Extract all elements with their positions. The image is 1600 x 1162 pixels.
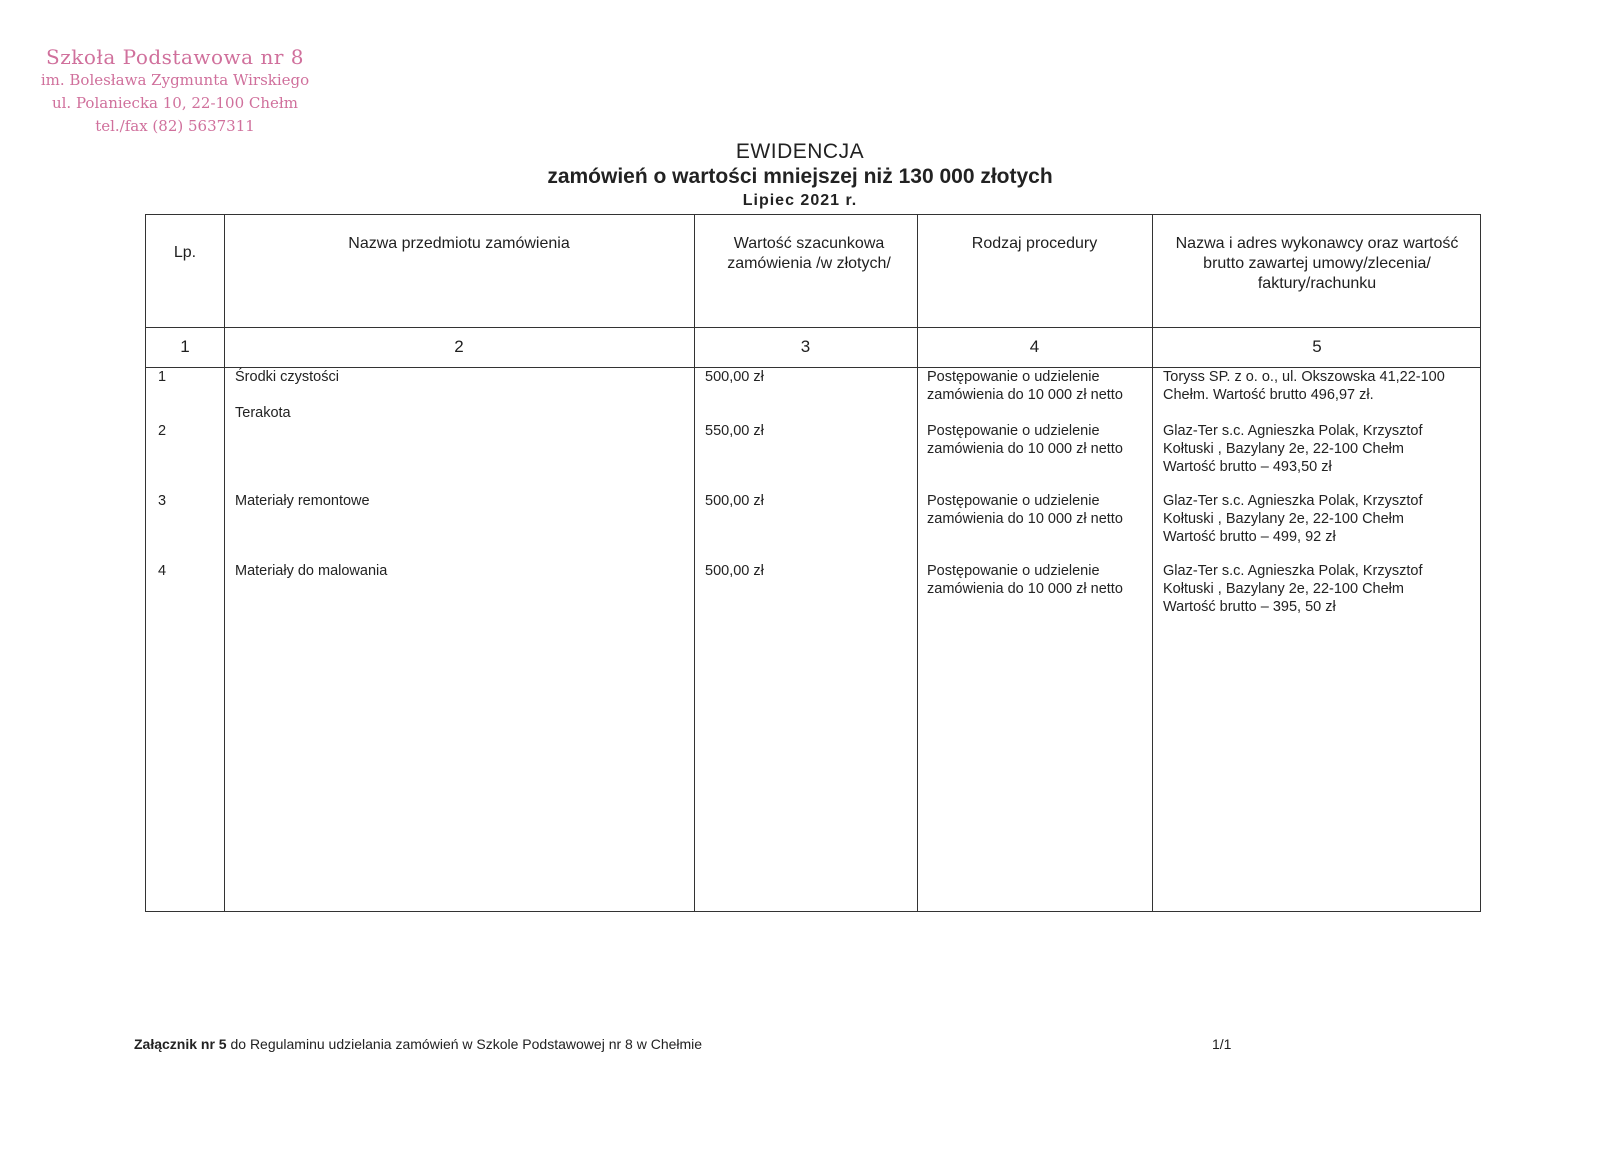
- orders-table: [145, 214, 1481, 912]
- row-item: Materiały do malowania: [235, 563, 388, 579]
- row-item: Materiały remontowe: [235, 493, 370, 509]
- document-subtitle: zamówień o wartości mniejszej niż 130 000 złotych: [547, 165, 1053, 188]
- row-procedure: Postępowanie o udzielenie zamówienia do 10 000 zł netto: [927, 493, 1123, 527]
- footer-attachment: Załącznik nr 5: [134, 1036, 227, 1052]
- row-contractor: Glaz-Ter s.c. Agnieszka Polak, Krzysztof Kołtuski , Bazylany 2e, 22-100 Chełm Wartość brutto – 499, 92 zł: [1163, 493, 1423, 545]
- col-number: 5: [1312, 337, 1322, 356]
- row-contractor: Glaz-Ter s.c. Agnieszka Polak, Krzysztof Kołtuski , Bazylany 2e, 22-100 Chełm Wartość brutto – 493,50 zł: [1163, 423, 1423, 475]
- row-item: Terakota: [235, 405, 291, 421]
- school-phone: tel./fax (82) 5637311: [95, 117, 255, 135]
- row-lp: 3: [158, 493, 167, 509]
- footer-text: do Regulaminu udzielania zamówień w Szkole Podstawowej nr 8 w Chełmie: [226, 1036, 703, 1052]
- row-contractor: Glaz-Ter s.c. Agnieszka Polak, Krzysztof Kołtuski , Bazylany 2e, 22-100 Chełm Wartość brutto – 395, 50 zł: [1163, 563, 1423, 615]
- row-contractor: Toryss SP. z o. o., ul. Okszowska 41,22-100 Chełm. Wartość brutto 496,97 zł.: [1163, 369, 1445, 403]
- page-number: 1/1: [1212, 1036, 1232, 1052]
- school-stamp: [40, 46, 310, 138]
- footer-note: [134, 1036, 702, 1052]
- document-period: Lipiec 2021 r.: [742, 192, 858, 209]
- col-number: 4: [1029, 337, 1040, 356]
- row-value: 500,00 zł: [705, 369, 764, 385]
- row-value: 500,00 zł: [705, 493, 764, 509]
- row-lp: 4: [158, 563, 167, 579]
- header-item: Nazwa przedmiotu zamówienia: [348, 235, 570, 252]
- row-procedure: Postępowanie o udzielenie zamówienia do 10 000 zł netto: [927, 423, 1123, 457]
- col-number: 1: [180, 337, 190, 356]
- row-procedure: Postępowanie o udzielenie zamówienia do 10 000 zł netto: [927, 369, 1123, 403]
- document-title: EWIDENCJA: [735, 140, 865, 163]
- header-lp: Lp.: [173, 244, 197, 261]
- col-number: 3: [800, 337, 811, 356]
- school-name: Szkoła Podstawowa nr 8: [46, 45, 304, 69]
- row-procedure: Postępowanie o udzielenie zamówienia do 10 000 zł netto: [927, 563, 1123, 597]
- row-value: 500,00 zł: [705, 563, 764, 579]
- header-value: Wartość szacunkowa zamówienia /w złotych/: [727, 235, 891, 272]
- row-lp: 1: [158, 369, 167, 385]
- row-lp: 2: [158, 423, 167, 439]
- row-item: Środki czystości: [235, 369, 339, 385]
- header-contractor: Nazwa i adres wykonawcy oraz wartość brutto zawartej umowy/zlecenia/ faktury/rachunku: [1175, 235, 1459, 292]
- row-value: 550,00 zł: [705, 423, 764, 439]
- header-procedure: Rodzaj procedury: [971, 235, 1098, 252]
- school-patron: im. Bolesława Zygmunta Wirskiego: [40, 71, 310, 89]
- school-address: ul. Polaniecka 10, 22-100 Chełm: [51, 94, 299, 112]
- col-number: 2: [454, 337, 464, 356]
